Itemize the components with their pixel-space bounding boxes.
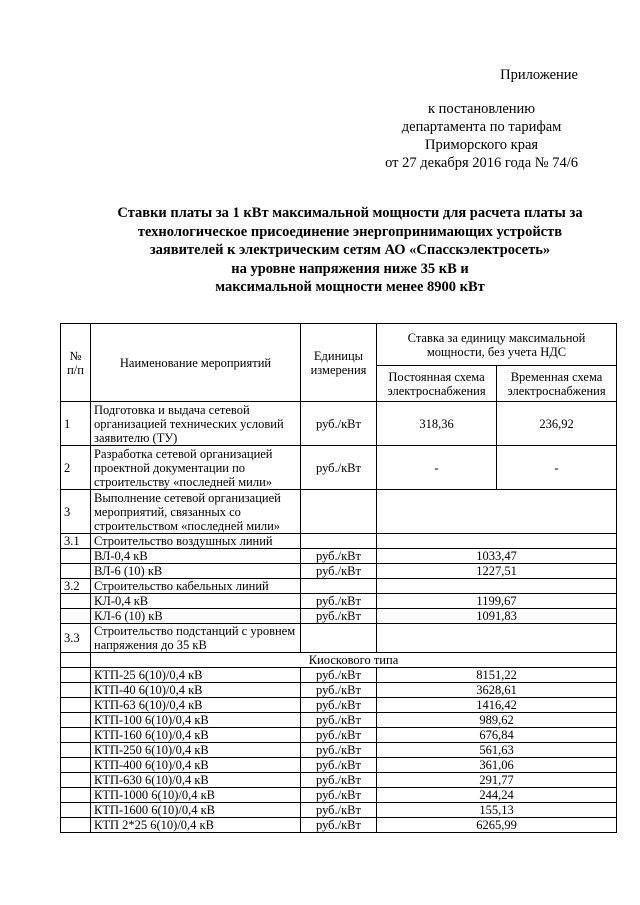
- title-line-5: максимальной мощности менее 8900 кВт: [215, 279, 485, 295]
- table-row: [61, 743, 617, 758]
- row-unit: руб./кВт: [301, 668, 377, 683]
- appendix-line-2: департамента по тарифам: [401, 119, 562, 135]
- row-value: 244,24: [377, 788, 617, 803]
- header-unit: Единицы измерения: [301, 324, 377, 402]
- table-row: [61, 773, 617, 788]
- table-row: [61, 818, 617, 833]
- row-value: 1091,83: [377, 609, 617, 624]
- table-row: [61, 624, 617, 653]
- row-unit: руб./кВт: [301, 743, 377, 758]
- row-num: 3.1: [61, 534, 91, 549]
- table-row: [61, 579, 617, 594]
- row-unit: руб./кВт: [301, 594, 377, 609]
- row-temporary: 236,92: [497, 402, 617, 446]
- row-num: 1: [61, 402, 91, 446]
- row-unit: руб./кВт: [301, 698, 377, 713]
- row-value: 1199,67: [377, 594, 617, 609]
- table-row: [61, 758, 617, 773]
- title-line-1: Ставки платы за 1 кВт максимальной мощности для расчета платы за: [117, 205, 583, 221]
- row-name: КТП-160 6(10)/0,4 кВ: [91, 728, 301, 743]
- row-unit: руб./кВт: [301, 818, 377, 833]
- row-name: ВЛ-0,4 кВ: [91, 549, 301, 564]
- row-name: Строительство воздушных линий: [91, 534, 301, 549]
- rates-table: [60, 323, 617, 833]
- row-unit: руб./кВт: [301, 728, 377, 743]
- table-row: [61, 609, 617, 624]
- row-name: КТП-63 6(10)/0,4 кВ: [91, 698, 301, 713]
- row-unit: руб./кВт: [301, 549, 377, 564]
- row-name: КТП-25 6(10)/0,4 кВ: [91, 668, 301, 683]
- title-line-2: технологическое присоединение энергопринимающих устройств: [137, 223, 563, 240]
- header-name: Наименование мероприятий: [91, 324, 301, 402]
- header-num: № п/п: [61, 324, 91, 402]
- row-num: 2: [61, 446, 91, 490]
- title-line-3: заявителей к электрическим сетям АО «Спасскэлектросеть»: [149, 242, 551, 258]
- row-name: КТП 2*25 6(10)/0,4 кВ: [91, 818, 301, 833]
- row-unit: руб./кВт: [301, 446, 377, 490]
- row-value: 676,84: [377, 728, 617, 743]
- row-unit: руб./кВт: [301, 788, 377, 803]
- row-name: Разработка сетевой организацией проектной документации по строительству «последней мили»: [91, 446, 301, 490]
- row-value: 361,06: [377, 758, 617, 773]
- header-rate: Ставка за единицу максимальной мощности, без учета НДС: [377, 324, 617, 366]
- row-name: КЛ-6 (10) кВ: [91, 609, 301, 624]
- table-row: [61, 446, 617, 490]
- row-value: 989,62: [377, 713, 617, 728]
- row-name: КТП-630 6(10)/0,4 кВ: [91, 773, 301, 788]
- row-value: 1227,51: [377, 564, 617, 579]
- table-row: [61, 534, 617, 549]
- row-unit: руб./кВт: [301, 713, 377, 728]
- appendix-heading: Приложение: [500, 67, 578, 83]
- table-row: [61, 402, 617, 446]
- header-permanent: Постоянная схема электроснабжения: [377, 366, 497, 402]
- document-title: [60, 204, 640, 297]
- row-unit: руб./кВт: [301, 564, 377, 579]
- header-temporary: Временная схема электроснабжения: [497, 366, 617, 402]
- row-name: КТП-40 6(10)/0,4 кВ: [91, 683, 301, 698]
- appendix-line-3: Приморского края: [425, 137, 539, 153]
- appendix-block: [385, 66, 578, 172]
- row-permanent: -: [377, 446, 497, 490]
- row-name: Выполнение сетевой организацией мероприятий, связанных со строительством «последней мили»: [91, 490, 301, 534]
- row-name: КТП-400 6(10)/0,4 кВ: [91, 758, 301, 773]
- row-unit: руб./кВт: [301, 402, 377, 446]
- row-num: 3.3: [61, 624, 91, 653]
- row-unit: руб./кВт: [301, 758, 377, 773]
- row-name: КТП-1000 6(10)/0,4 кВ: [91, 788, 301, 803]
- table-row: [61, 653, 617, 668]
- row-value: 3628,61: [377, 683, 617, 698]
- table-row: [61, 803, 617, 818]
- row-unit: руб./кВт: [301, 773, 377, 788]
- row-num: 3: [61, 490, 91, 534]
- row-name: КЛ-0,4 кВ: [91, 594, 301, 609]
- row-num: 3.2: [61, 579, 91, 594]
- row-value: 291,77: [377, 773, 617, 788]
- row-temporary: -: [497, 446, 617, 490]
- appendix-line-4: от 27 декабря 2016 года № 74/6: [385, 155, 578, 171]
- row-name: Строительство подстанций с уровнем напряжения до 35 кВ: [91, 624, 301, 653]
- row-value: 1033,47: [377, 549, 617, 564]
- table-row: [61, 668, 617, 683]
- row-value: 8151,22: [377, 668, 617, 683]
- table-row: [61, 683, 617, 698]
- row-unit: руб./кВт: [301, 609, 377, 624]
- row-name: КТП-100 6(10)/0,4 кВ: [91, 713, 301, 728]
- table-row: [61, 713, 617, 728]
- row-unit: руб./кВт: [301, 803, 377, 818]
- row-value: 155,13: [377, 803, 617, 818]
- title-line-4: на уровне напряжения ниже 35 кВ и: [231, 260, 469, 277]
- row-value: 1416,42: [377, 698, 617, 713]
- table-row: [61, 788, 617, 803]
- row-name: КТП-1600 6(10)/0,4 кВ: [91, 803, 301, 818]
- row-permanent: 318,36: [377, 402, 497, 446]
- row-unit: руб./кВт: [301, 683, 377, 698]
- table-row: [61, 594, 617, 609]
- row-name: Строительство кабельных линий: [91, 579, 301, 594]
- row-value: 6265,99: [377, 818, 617, 833]
- row-value: 561,63: [377, 743, 617, 758]
- kiosk-type-label: Киоскового типа: [91, 653, 617, 668]
- table-row: [61, 549, 617, 564]
- row-name: ВЛ-6 (10) кВ: [91, 564, 301, 579]
- appendix-line-1: к постановлению: [428, 101, 536, 117]
- table-row: [61, 490, 617, 534]
- table-row: [61, 728, 617, 743]
- table-row: [61, 698, 617, 713]
- row-name: Подготовка и выдача сетевой организацией технических условий заявителю (ТУ): [91, 402, 301, 446]
- row-name: КТП-250 6(10)/0,4 кВ: [91, 743, 301, 758]
- ktp-rows: [61, 668, 617, 833]
- table-row: [61, 564, 617, 579]
